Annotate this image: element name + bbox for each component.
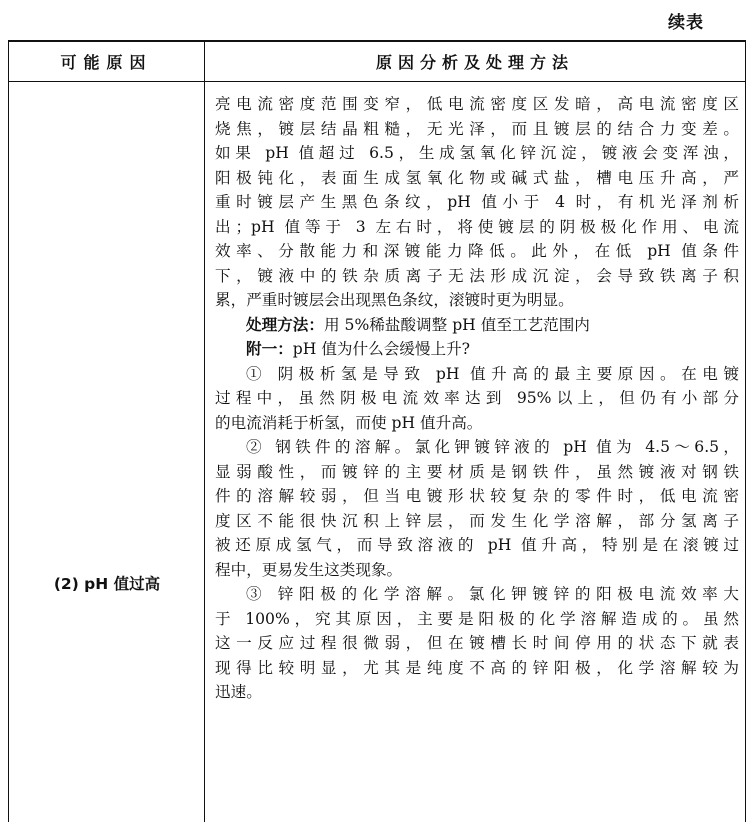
text-line: 现得比较明显，尤其是纯度不高的锌阳极，化学溶解较为 [215, 658, 739, 677]
text-line: 亮电流密度范围变窄，低电流密度区发暗，高电流密度区 [215, 95, 739, 113]
text-line: 度区不能很快沉积上锌层，而发生化学溶解，部分氢离子 [215, 511, 739, 530]
text-line: ③ 锌阳极的化学溶解。氯化钾镀锌的阳极电流效率大 [246, 585, 739, 603]
header-possible-cause: 可能原因 [9, 42, 205, 81]
text-line: 重时镀层产生黑色条纹，pH 值小于 4 时，有机光泽剂析 [215, 193, 739, 211]
text-line: ① 阴极析氢是导致 pH 值升高的最主要原因。在电镀 [246, 364, 739, 383]
text-line: 迅速。 [215, 683, 262, 701]
text-line: 阳极钝化，表面生成氢氧化物或碱式盐，槽电压升高，严 [215, 168, 739, 187]
text-line: 下，镀液中的铁杂质离子无法形成沉淀，会导致铁离子积 [215, 266, 739, 285]
cause-analysis-table [8, 40, 746, 822]
text-line: 如果 pH 值超过 6.5，生成氢氧化锌沉淀，镀液会变浑浊， [215, 144, 739, 162]
cause-cell: (2) pH 值过高 [53, 575, 161, 593]
continued-label: 续表 [668, 13, 704, 33]
header-analysis-and-treatment: 原因分析及处理方法 [375, 53, 574, 72]
text-line: 累，严重时镀层会出现黑色条纹，滚镀时更为明显。 [215, 291, 574, 309]
text-line: 烧焦，镀层结晶粗糙，无光泽，而且镀层的结合力变差。 [215, 119, 739, 138]
text-line: 效率、分散能力和深镀能力降低。此外，在低 pH 值条件 [215, 242, 739, 260]
text-line: 被还原成氢气，而导致溶液的 pH 值升高，特别是在滚镀过 [215, 536, 739, 554]
text-line: 这一反应过程很微弱，但在镀槽长时间停用的状态下就表 [215, 634, 739, 652]
text-line: 过程中，虽然阴极电流效率达到 95%以上，但仍有小部分 [215, 389, 739, 407]
treatment-method-line: 处理方法：用 5%稀盐酸调整 pH 值至工艺范围内 [246, 315, 590, 334]
table-header-row [9, 42, 745, 82]
column-divider [204, 82, 205, 822]
text-line: ② 钢铁件的溶解。氯化钾镀锌液的 pH 值为 4.5～6.5， [246, 438, 739, 456]
text-line: 出；pH 值等于 3 左右时，将使镀层的阴极极化作用、电流 [215, 217, 739, 236]
text-line: 显弱酸性，而镀锌的主要材质是钢铁件，虽然镀液对钢铁 [215, 462, 739, 481]
text-line: 于 100%，究其原因，主要是阳极的化学溶解造成的。虽然 [215, 609, 739, 628]
text-line: 件的溶解较弱，但当电镀形状较复杂的零件时，低电流密 [215, 487, 739, 505]
text-line: 的电流消耗于析氢，而使 pH 值升高。 [215, 413, 483, 432]
text-line: 程中，更易发生这类现象。 [215, 560, 403, 579]
appendix-heading: 附一：pH 值为什么会缓慢上升? [246, 340, 471, 358]
analysis-cell [215, 92, 739, 705]
